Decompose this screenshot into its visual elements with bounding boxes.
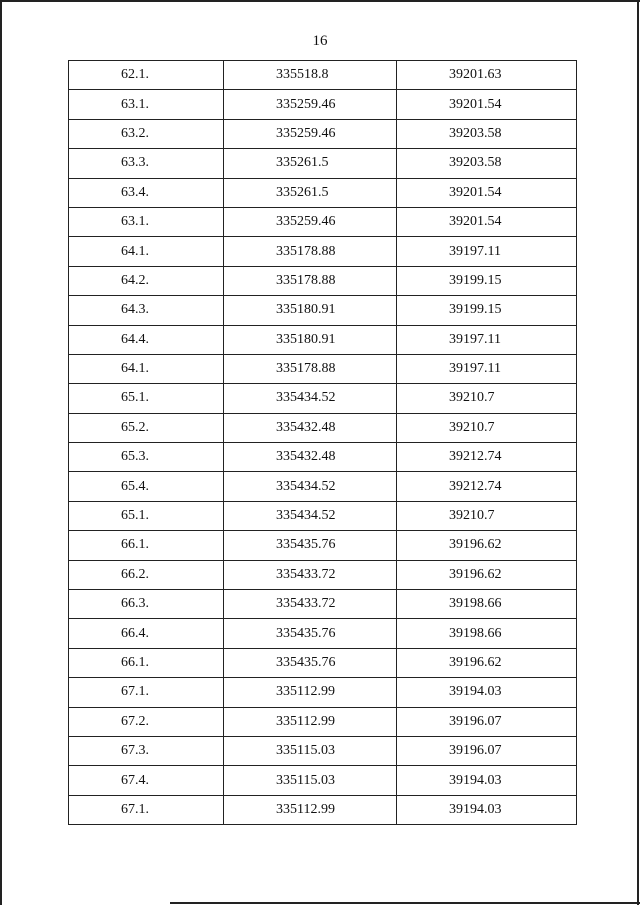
point-number-cell: 64.2. xyxy=(69,266,224,295)
table-row xyxy=(69,443,577,472)
table-row xyxy=(69,736,577,765)
y-coordinate-cell: 39212.74 xyxy=(397,472,577,501)
y-coordinate-cell: 39196.07 xyxy=(397,736,577,765)
x-coordinate-cell: 335180.91 xyxy=(224,296,397,325)
point-number-cell: 64.1. xyxy=(69,237,224,266)
table-row xyxy=(69,61,577,90)
point-number-cell: 65.4. xyxy=(69,472,224,501)
point-number-cell: 64.3. xyxy=(69,296,224,325)
x-coordinate-cell: 335518.8 xyxy=(224,61,397,90)
x-coordinate-cell: 335435.76 xyxy=(224,619,397,648)
y-coordinate-cell: 39201.54 xyxy=(397,178,577,207)
x-coordinate-cell: 335178.88 xyxy=(224,237,397,266)
y-coordinate-cell: 39201.54 xyxy=(397,90,577,119)
coordinates-table xyxy=(68,60,577,825)
point-number-cell: 65.2. xyxy=(69,413,224,442)
y-coordinate-cell: 39210.7 xyxy=(397,384,577,413)
table-row xyxy=(69,119,577,148)
table-row xyxy=(69,678,577,707)
table-row xyxy=(69,619,577,648)
y-coordinate-cell: 39196.62 xyxy=(397,648,577,677)
point-number-cell: 67.4. xyxy=(69,766,224,795)
table-row xyxy=(69,501,577,530)
x-coordinate-cell: 335259.46 xyxy=(224,119,397,148)
table-row xyxy=(69,590,577,619)
y-coordinate-cell: 39201.54 xyxy=(397,207,577,236)
y-coordinate-cell: 39199.15 xyxy=(397,296,577,325)
point-number-cell: 66.2. xyxy=(69,560,224,589)
table-row xyxy=(69,531,577,560)
x-coordinate-cell: 335434.52 xyxy=(224,501,397,530)
y-coordinate-cell: 39197.11 xyxy=(397,325,577,354)
point-number-cell: 63.4. xyxy=(69,178,224,207)
table-row xyxy=(69,384,577,413)
table-row xyxy=(69,707,577,736)
y-coordinate-cell: 39199.15 xyxy=(397,266,577,295)
y-coordinate-cell: 39212.74 xyxy=(397,443,577,472)
x-coordinate-cell: 335115.03 xyxy=(224,766,397,795)
point-number-cell: 66.1. xyxy=(69,531,224,560)
point-number-cell: 66.1. xyxy=(69,648,224,677)
table-row xyxy=(69,648,577,677)
x-coordinate-cell: 335432.48 xyxy=(224,443,397,472)
x-coordinate-cell: 335261.5 xyxy=(224,178,397,207)
x-coordinate-cell: 335259.46 xyxy=(224,207,397,236)
table-row xyxy=(69,413,577,442)
y-coordinate-cell: 39196.62 xyxy=(397,531,577,560)
table-row xyxy=(69,149,577,178)
table-row xyxy=(69,266,577,295)
y-coordinate-cell: 39197.11 xyxy=(397,237,577,266)
y-coordinate-cell: 39210.7 xyxy=(397,413,577,442)
y-coordinate-cell: 39201.63 xyxy=(397,61,577,90)
y-coordinate-cell: 39198.66 xyxy=(397,619,577,648)
y-coordinate-cell: 39210.7 xyxy=(397,501,577,530)
x-coordinate-cell: 335112.99 xyxy=(224,795,397,824)
point-number-cell: 64.1. xyxy=(69,354,224,383)
table-row xyxy=(69,472,577,501)
scan-border-bottom xyxy=(170,902,640,904)
table-row xyxy=(69,90,577,119)
table-row xyxy=(69,795,577,824)
x-coordinate-cell: 335112.99 xyxy=(224,678,397,707)
point-number-cell: 67.1. xyxy=(69,678,224,707)
point-number-cell: 67.3. xyxy=(69,736,224,765)
table-row xyxy=(69,766,577,795)
x-coordinate-cell: 335432.48 xyxy=(224,413,397,442)
point-number-cell: 63.1. xyxy=(69,207,224,236)
y-coordinate-cell: 39197.11 xyxy=(397,354,577,383)
x-coordinate-cell: 335112.99 xyxy=(224,707,397,736)
x-coordinate-cell: 335178.88 xyxy=(224,354,397,383)
point-number-cell: 66.3. xyxy=(69,590,224,619)
point-number-cell: 66.4. xyxy=(69,619,224,648)
x-coordinate-cell: 335433.72 xyxy=(224,560,397,589)
y-coordinate-cell: 39194.03 xyxy=(397,678,577,707)
y-coordinate-cell: 39194.03 xyxy=(397,795,577,824)
table-row xyxy=(69,207,577,236)
scan-border-right xyxy=(637,0,639,905)
x-coordinate-cell: 335433.72 xyxy=(224,590,397,619)
scan-border-top xyxy=(0,0,640,2)
y-coordinate-cell: 39196.07 xyxy=(397,707,577,736)
x-coordinate-cell: 335434.52 xyxy=(224,384,397,413)
point-number-cell: 63.2. xyxy=(69,119,224,148)
y-coordinate-cell: 39203.58 xyxy=(397,149,577,178)
table-row xyxy=(69,237,577,266)
point-number-cell: 63.3. xyxy=(69,149,224,178)
x-coordinate-cell: 335261.5 xyxy=(224,149,397,178)
x-coordinate-cell: 335435.76 xyxy=(224,531,397,560)
point-number-cell: 65.1. xyxy=(69,501,224,530)
y-coordinate-cell: 39194.03 xyxy=(397,766,577,795)
x-coordinate-cell: 335115.03 xyxy=(224,736,397,765)
page-number: 16 xyxy=(312,33,328,49)
point-number-cell: 64.4. xyxy=(69,325,224,354)
point-number-cell: 65.3. xyxy=(69,443,224,472)
point-number-cell: 67.2. xyxy=(69,707,224,736)
x-coordinate-cell: 335259.46 xyxy=(224,90,397,119)
scan-border-left xyxy=(0,0,2,905)
table-row xyxy=(69,560,577,589)
x-coordinate-cell: 335180.91 xyxy=(224,325,397,354)
x-coordinate-cell: 335435.76 xyxy=(224,648,397,677)
y-coordinate-cell: 39198.66 xyxy=(397,590,577,619)
x-coordinate-cell: 335178.88 xyxy=(224,266,397,295)
table-body xyxy=(69,61,577,825)
point-number-cell: 67.1. xyxy=(69,795,224,824)
table-row xyxy=(69,296,577,325)
y-coordinate-cell: 39196.62 xyxy=(397,560,577,589)
y-coordinate-cell: 39203.58 xyxy=(397,119,577,148)
point-number-cell: 63.1. xyxy=(69,90,224,119)
point-number-cell: 62.1. xyxy=(69,61,224,90)
x-coordinate-cell: 335434.52 xyxy=(224,472,397,501)
point-number-cell: 65.1. xyxy=(69,384,224,413)
table-row xyxy=(69,178,577,207)
table-row xyxy=(69,325,577,354)
table-row xyxy=(69,354,577,383)
